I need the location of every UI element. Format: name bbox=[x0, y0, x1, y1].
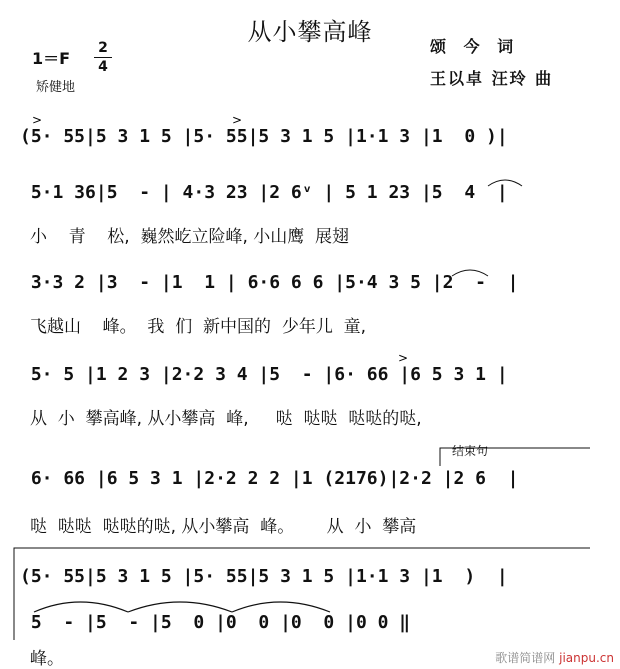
song-title: 从小攀高峰 bbox=[247, 18, 373, 46]
score-line-7: 5 - |5 - |5 0 |0 0 |0 0 |0 0 ‖ bbox=[20, 612, 411, 633]
meter-bottom: 4 bbox=[98, 59, 108, 75]
svg-text:>: > bbox=[32, 113, 43, 127]
watermark-en: jianpu.cn bbox=[559, 651, 614, 665]
lyrics-line-3: 飞越山 峰。 我 们 新中国的 少年儿 童, bbox=[30, 317, 367, 337]
lyrics-line-7: 峰。 bbox=[30, 649, 64, 669]
ending-label: 结束句 bbox=[452, 444, 489, 458]
site-watermark bbox=[495, 649, 614, 666]
svg-text:>: > bbox=[398, 351, 409, 365]
lyricist-credit: 颂 今 词 bbox=[430, 37, 520, 56]
key-signature: 1＝F bbox=[32, 49, 71, 68]
svg-text:>: > bbox=[232, 113, 243, 127]
lyrics-line-4: 从 小 攀高峰, 从小攀高 峰, 哒 哒哒 哒哒的哒, bbox=[30, 409, 422, 429]
score-line-5: 6· 66 |6 5 3 1 |2·2 2 2 |1 (2176)|2·2 |2 6 | bbox=[20, 468, 519, 489]
score-line-3: 3·3 2 |3 - |1 1 | 6·6 6 6 |5·4 3 5 |2 - | bbox=[20, 272, 519, 293]
watermark-cn: 歌谱简谱网 bbox=[495, 651, 556, 665]
score-line-1: (5· 55|5 3 1 5 |5· 55|5 3 1 5 |1·1 3 |1 0 )| bbox=[20, 126, 508, 147]
score-line-4: 5· 5 |1 2 3 |2·2 3 4 |5 - |6· 66 |6 5 3 1 | bbox=[20, 364, 508, 385]
lyrics-line-2: 小 青 松, 巍然屹立险峰, 小山鹰 展翅 bbox=[30, 227, 350, 247]
score-line-6: (5· 55|5 3 1 5 |5· 55|5 3 1 5 |1·1 3 |1 ) | bbox=[20, 566, 508, 587]
tempo-marking: 矫健地 bbox=[36, 80, 76, 95]
composer-credit: 王以卓 汪玲 曲 bbox=[430, 69, 554, 88]
score-line-2: 5·1 36|5 - | 4·3 23 |2 6ᵛ | 5 1 23 |5 4 | bbox=[20, 182, 508, 203]
lyrics-line-5: 哒 哒哒 哒哒的哒, 从小攀高 峰。 从 小 攀高 bbox=[30, 517, 417, 537]
meter-top: 2 bbox=[98, 40, 108, 56]
